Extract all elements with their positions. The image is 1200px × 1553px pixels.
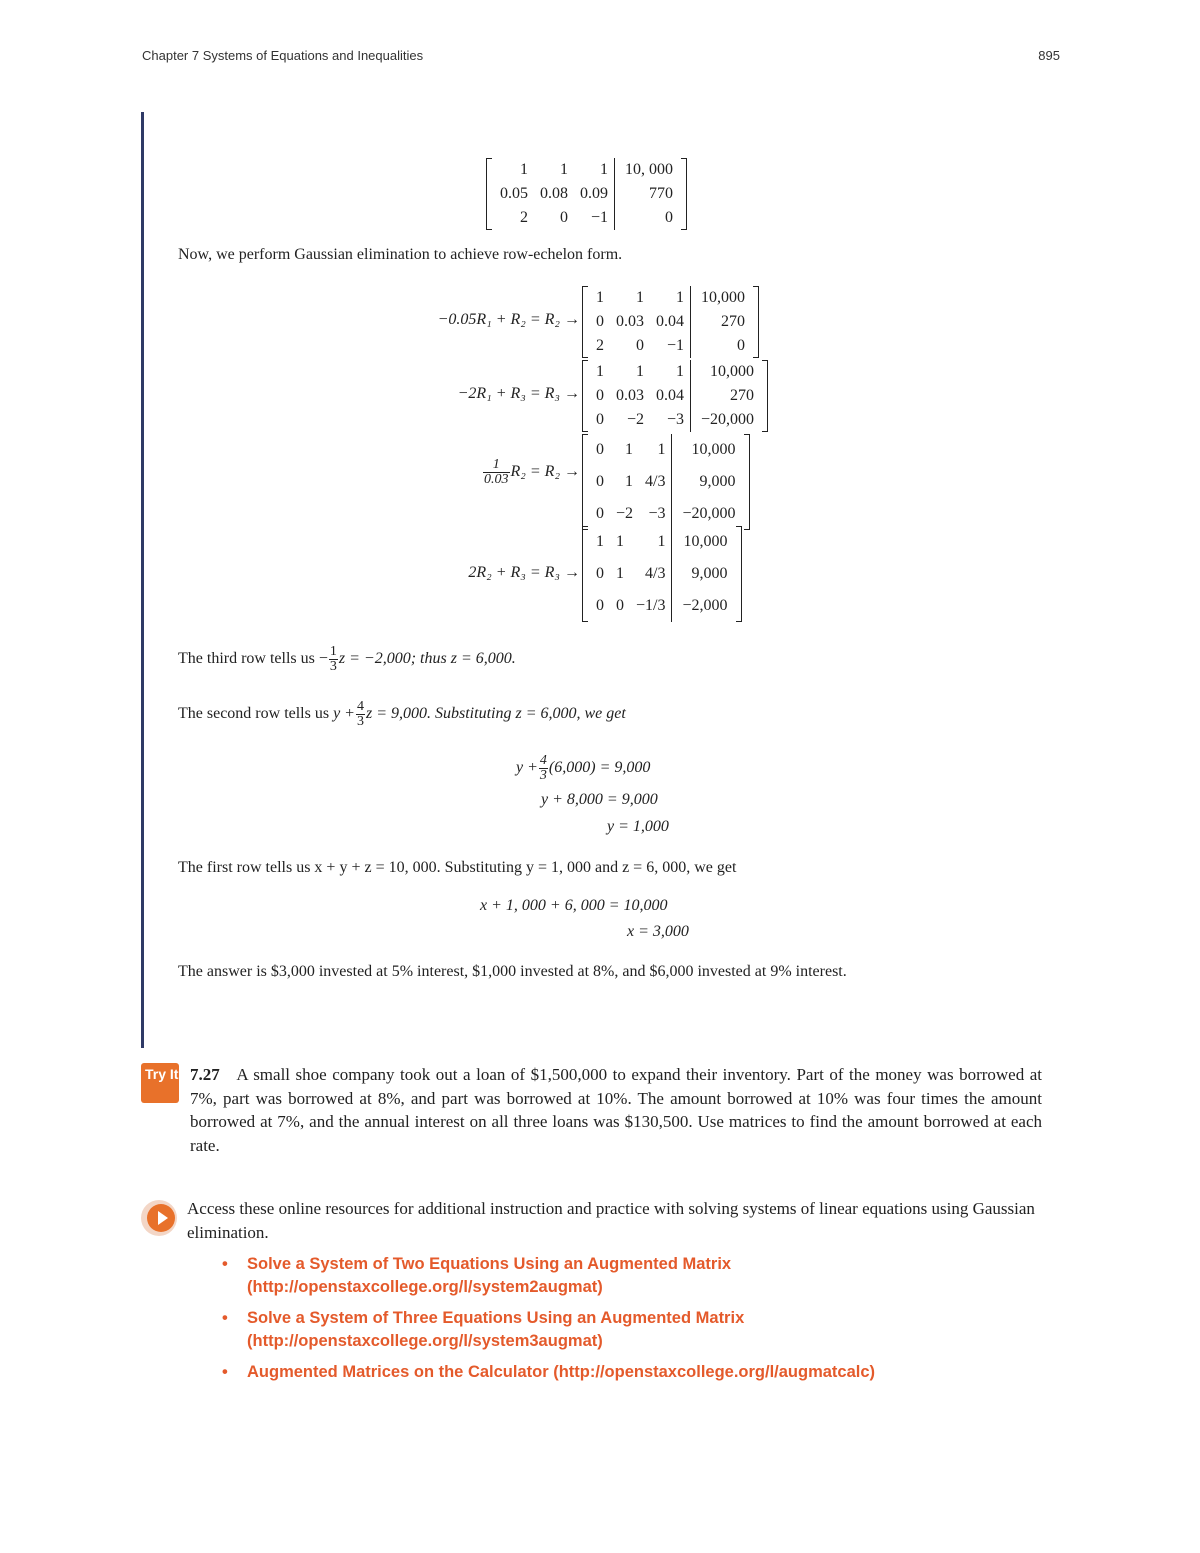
resource-link-1[interactable]: • Solve a System of Two Equations Using an Augmented Matrix (http://openstaxcollege.org/l/system2augmat) [222, 1253, 1022, 1298]
try-it-icon: Try It [141, 1063, 179, 1103]
example-sidebar-bar [141, 112, 144, 1048]
media-play-icon [141, 1200, 177, 1236]
step2-matrix: 1 1 1 10,000 0 0.03 0.04 270 0 −2 −3 −20,000 [590, 360, 760, 432]
step1-matrix: 1 1 1 10,000 0 0.03 0.04 270 2 0 −1 0 [590, 286, 751, 358]
y-step-1: y + $\frac{4}{3}$ (6,000) = 9,000 [516, 753, 651, 783]
step4-label: 2R₂ + R₃ = R₃ → [468, 564, 580, 581]
second-row-text: The second row tells us y + $\frac{4}{3}$ z = 9,000. Substituting z = 6,000, we get [178, 699, 626, 729]
page-number: 895 [1038, 48, 1060, 63]
resource-links [222, 1253, 1022, 1393]
resource-link-2[interactable]: • Solve a System of Three Equations Using an Augmented Matrix (http://openstaxcollege.org/l/system3augmat) [222, 1307, 1022, 1352]
x-step-1: x + 1, 000 + 6, 000 = 10,000 [480, 897, 668, 914]
initial-augmented-matrix: 1 1 1 10, 000 0.05 0.08 0.09 770 2 0 −1 0 [494, 158, 679, 230]
problem-text: A small shoe company took out a loan of $1,500,000 to expand their inventory. Part of the money was borrowed at 7%, part was borrowed at 8%, and part was borrowed at 10%. The amount borrowed at 10% was four times the amount borrowed at 7%, and the annual interest on all three loans was $130,500. Use matrices to find the amount borrowed at each rate. [190, 1065, 1043, 1155]
step3-label: $\frac{1}{0.03}$ R₂ = R₂ → [484, 457, 580, 487]
step2-label: −2R₁ + R₃ = R₃ → [457, 385, 580, 402]
step4-matrix: 1 1 1 10,000 0 1 4/3 9,000 0 0 −1/3 −2,000 [590, 526, 734, 622]
step3-fraction: $\frac{1}{0.03}$ [484, 457, 509, 487]
step1-label: −0.05R₁ + R₂ = R₂ → [437, 311, 580, 328]
answer-text: The answer is $3,000 invested at 5% interest, $1,000 invested at 8%, and $6,000 invested at 9% interest. [178, 963, 847, 980]
first-row-text: The first row tells us x + y + z = 10, 000. Substituting y = 1, 000 and z = 6, 000, we get [178, 859, 737, 876]
access-resources-text: Access these online resources for additional instruction and practice with solving systems of linear equations using Gaussian elimination. [187, 1199, 1035, 1242]
x-step-2: x = 3,000 [627, 923, 689, 940]
y-step-3: y = 1,000 [607, 818, 669, 835]
try-it-problem [190, 1063, 1042, 1157]
intro-text: Now, we perform Gaussian elimination to achieve row-echelon form. [178, 246, 623, 263]
step3-matrix: 0 1 1 10,000 0 1 4/3 9,000 0 −2 −3 −20,000 [590, 434, 742, 530]
problem-number: 7.27 [190, 1065, 220, 1084]
chapter-header: Chapter 7 Systems of Equations and Inequalities [142, 48, 424, 63]
resource-link-3[interactable]: • Augmented Matrices on the Calculator (http://openstaxcollege.org/l/augmatcalc) [222, 1361, 1022, 1384]
third-row-text: The third row tells us − $\frac{1}{3}$ z = −2,000; thus z = 6,000. [178, 644, 516, 674]
y-step-2: y + 8,000 = 9,000 [541, 791, 658, 808]
